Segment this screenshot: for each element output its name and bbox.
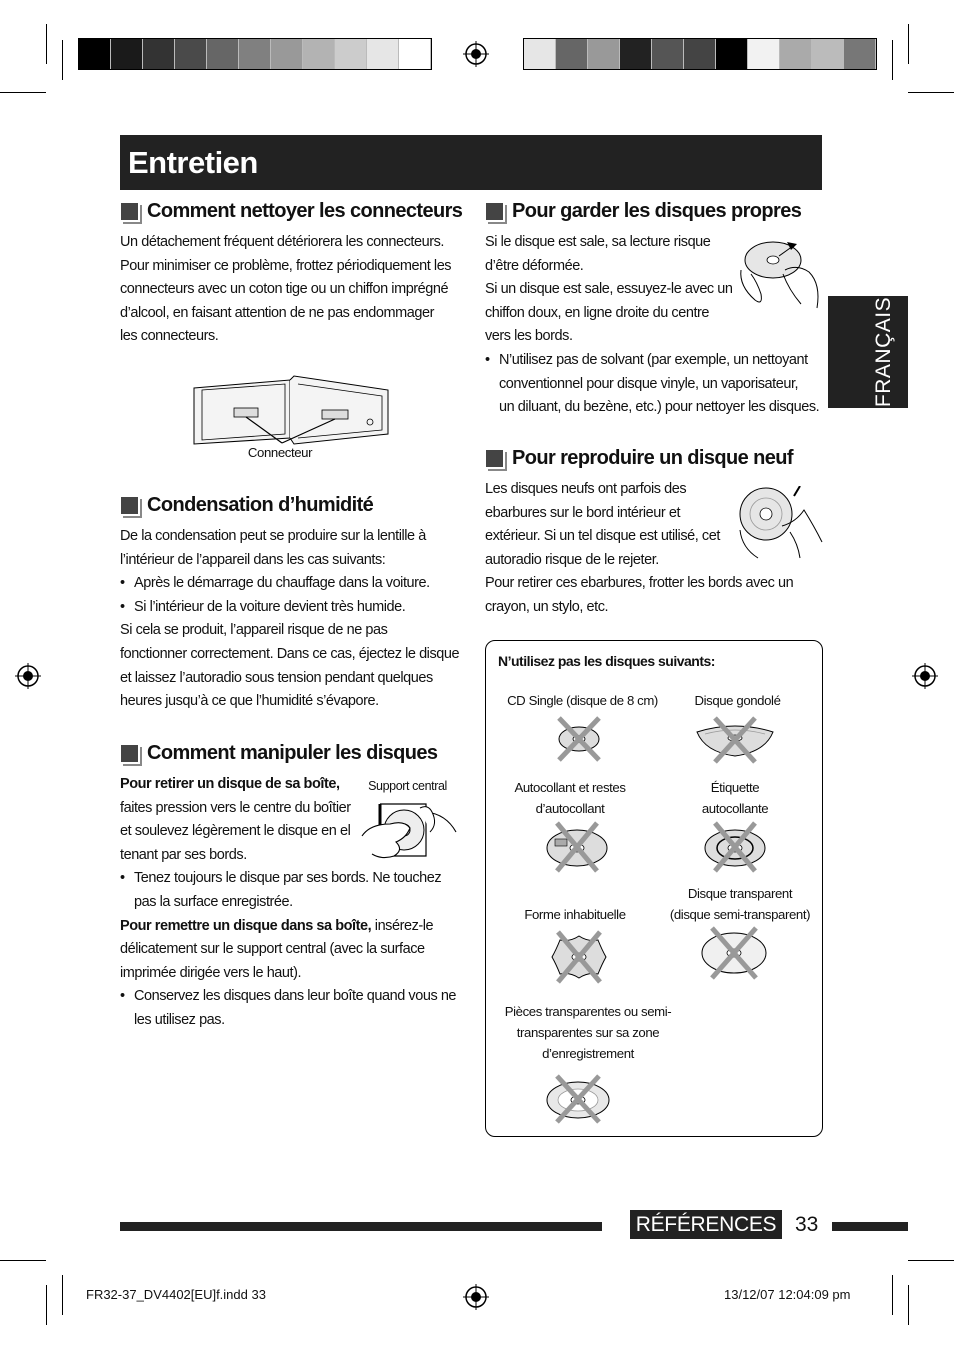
label-cd-single: CD Single (disque de 8 cm) bbox=[507, 693, 658, 708]
section-heading-clean-discs: Pour garder les disques propres bbox=[486, 200, 801, 223]
title-bar bbox=[120, 135, 822, 190]
condensation-text: De la condensation peut se produire sur la lentille à l’intérieur de l’appareil dans les cas suivants: • Après le démarrage du chauffage dans la voiture. • Si l’intérieur de la voiture devient très humide. Si cela se produit, l’appareil risque de ne pas fonctionner correctement. Dans ce cas, éjectez le disque et laissez l’autoradio sous tension pendant quelques heures jusqu’à ce que l’humidité s’évapore. bbox=[120, 525, 465, 714]
label-transparent-disc: Disque transparent (disque semi-transparent) bbox=[669, 886, 811, 922]
disc-wiping-illustration bbox=[737, 234, 823, 310]
crossed-warped-disc-icon bbox=[693, 716, 777, 764]
registration-mark-icon bbox=[15, 663, 41, 689]
page-number: 33 bbox=[795, 1213, 819, 1236]
footer-date: 13/12/07 12:04:09 pm bbox=[724, 1287, 851, 1302]
handling-text: Pour retirer un disque de sa boîte, faites pression vers le centre du boîtier et soulevez légèrement le disque en el tenant par ses bords. • Tenez toujours le disque par ses bords. Ne touchez pas la surface enregistrée. Pour remettre un disque dans sa boîte, insérez-le délicatement sur le support central (avec la surface imprimée dirigée vers le haut). • Conservez les disques dans leur boîte quand vous ne les utilisez pas. bbox=[120, 773, 465, 1033]
section-square-icon bbox=[486, 203, 503, 220]
crop-mark bbox=[0, 1260, 46, 1261]
section-heading-condensation: Condensation d’humidité bbox=[121, 494, 373, 517]
crossed-small-disc-icon bbox=[553, 716, 605, 762]
crossed-transparent-disc-icon bbox=[698, 926, 770, 980]
crop-mark bbox=[46, 1285, 47, 1325]
color-bar-right bbox=[523, 38, 877, 70]
crop-mark bbox=[908, 1260, 954, 1261]
disc-case-hand-illustration bbox=[360, 798, 460, 860]
section-square-icon bbox=[121, 745, 138, 762]
faceplate-illustration bbox=[190, 370, 395, 450]
section-heading-handling: Comment manipuler les disques bbox=[121, 742, 437, 765]
connectors-text: Un détachement fréquent détériorera les connecteurs. Pour minimiser ce problème, frottez périodiquement les connecteurs avec un coton tige ou un chiffon imprégné d’alcool, en faisant attention de ne pas endommager les connecteurs. bbox=[120, 234, 452, 345]
do-not-use-heading: N’utilisez pas les disques suivants: bbox=[498, 653, 715, 669]
label-transparent-parts: Pièces transparentes ou semi- transparentes sur sa zone d’enregistrement bbox=[504, 1004, 672, 1061]
crop-mark bbox=[908, 24, 909, 64]
label-sticker-label: Étiquette autocollante bbox=[701, 780, 769, 816]
clean-discs-text: Si le disque est sale, sa lecture risque d’être déformée. Si un disque est sale, essuyez-le avec un chiffon doux, en ligne droite du centre vers les bords. • N’utilisez pas de solvant (par exemple, un nettoyant conventionnel pour disque vinyle, un vaporisateur, un diluant, du bezène, etc.) pour nettoyer les disques. bbox=[485, 231, 830, 420]
registration-mark-icon bbox=[463, 41, 489, 67]
section-square-icon bbox=[121, 203, 138, 220]
footer-rule-left bbox=[120, 1222, 602, 1231]
crop-mark bbox=[892, 1275, 893, 1315]
crop-mark bbox=[908, 1285, 909, 1325]
crossed-transparent-parts-disc-icon bbox=[543, 1074, 613, 1124]
section-heading-connectors: Comment nettoyer les connecteurs bbox=[121, 200, 462, 223]
crop-mark bbox=[62, 1275, 63, 1315]
new-disc-text: Les disques neufs ont parfois des ebarbures sur le bord intérieur et extérieur. Si un tel disque est utilisé, cet autoradio risque de le rejeter. Pour retirer ces ebarbures, frotter les bords avec un crayon, un stylo, etc. bbox=[485, 481, 794, 615]
connector-caption: Connecteur bbox=[247, 445, 313, 460]
disc-pencil-illustration bbox=[734, 486, 824, 560]
crossed-labeled-disc-icon bbox=[701, 821, 769, 873]
label-sticker-residue: Autocollant et restes d’autocollant bbox=[514, 780, 626, 816]
label-warped-disc: Disque gondolé bbox=[694, 693, 781, 708]
crop-mark bbox=[46, 24, 47, 64]
page-title: Entretien bbox=[128, 145, 258, 180]
crossed-unusual-shape-disc-icon bbox=[548, 930, 610, 984]
crop-mark bbox=[908, 92, 954, 93]
language-tab-label: FRANÇAIS bbox=[872, 296, 895, 408]
crop-mark bbox=[0, 92, 46, 93]
language-tab bbox=[828, 296, 908, 408]
support-central-label: Support central bbox=[368, 779, 447, 793]
section-square-icon bbox=[486, 450, 503, 467]
crop-mark bbox=[892, 40, 893, 80]
registration-mark-icon bbox=[912, 663, 938, 689]
label-unusual-shape: Forme inhabituelle bbox=[524, 907, 626, 922]
footer-rule-right bbox=[832, 1222, 908, 1231]
footer-section-label: RÉFÉRENCES bbox=[630, 1210, 782, 1239]
crossed-sticker-residue-disc-icon bbox=[543, 821, 611, 873]
section-square-icon bbox=[121, 497, 138, 514]
footer-file-name: FR32-37_DV4402[EU]f.indd 33 bbox=[86, 1287, 266, 1302]
color-bar-left bbox=[78, 38, 432, 70]
registration-mark-icon bbox=[463, 1284, 489, 1310]
crop-mark bbox=[62, 40, 63, 80]
section-heading-new-disc: Pour reproduire un disque neuf bbox=[486, 447, 793, 470]
